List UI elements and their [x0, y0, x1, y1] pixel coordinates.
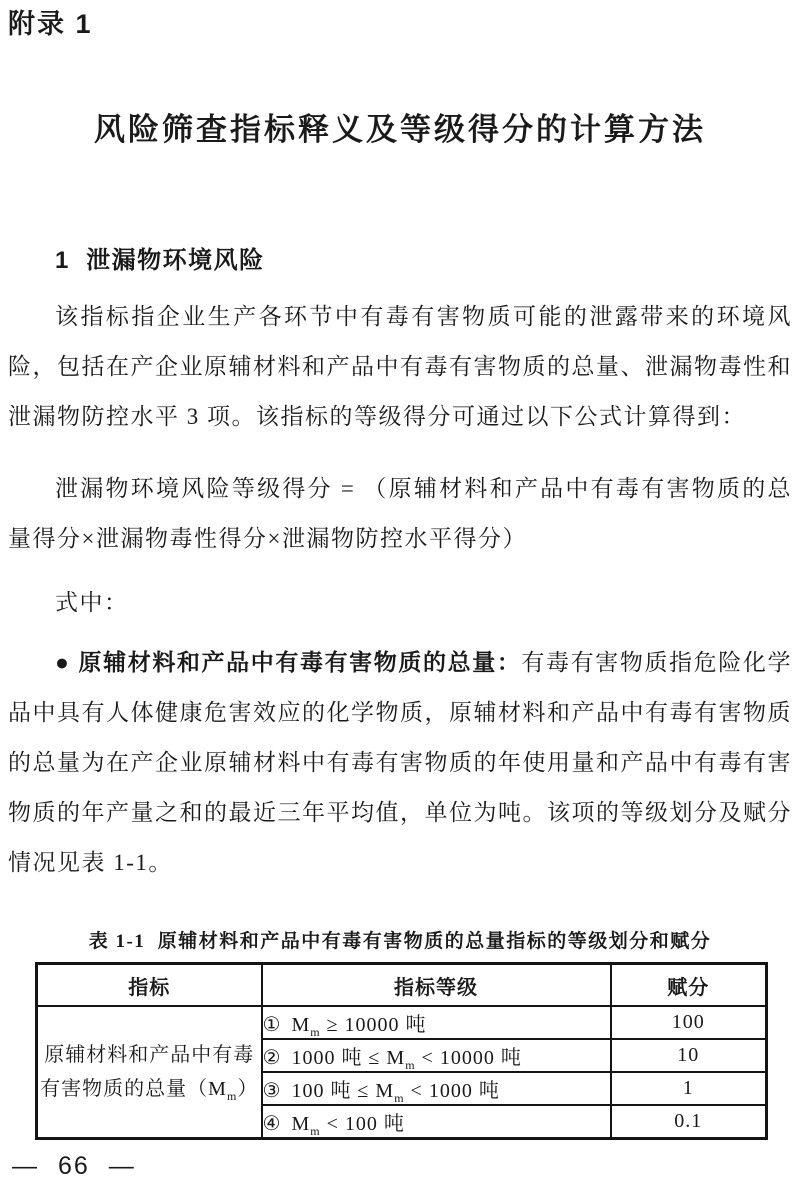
grade-text: 100 吨 ≤ M: [291, 1080, 395, 1102]
grade-subscript: m: [394, 1091, 405, 1105]
indicator-text-end: ）: [237, 1078, 259, 1100]
bullet-body: 有毒有害物质指危险化学品中具有人体健康危害效应的化学物质，原辅材料和产品中有毒有害物质的总量为在产企业原辅材料中有毒有害物质的年使用量和产品中有毒有害物质的年产量之和的最近三年平均值，单位为吨。该项的等级划分及赋分情况见表 1-1。: [8, 650, 792, 875]
indicator-subscript: m: [226, 1089, 238, 1103]
paragraph-bullet: [8, 638, 792, 888]
grade-text-end: ≥ 10000 吨: [320, 1014, 427, 1036]
paragraph-formula: 泄漏物环境风险等级得分 = （原辅材料和产品中有毒有害物质的总量得分×泄漏物毒性得分×泄漏物防控水平得分）: [8, 476, 792, 551]
column-header-indicator: 指标: [37, 964, 262, 1007]
circled-number-icon: ①: [262, 1014, 282, 1036]
table-row: [37, 1006, 767, 1039]
score-cell: 1: [611, 1072, 767, 1105]
grade-cell: [262, 1039, 611, 1072]
page-number: — 66 —: [12, 1152, 136, 1180]
table-caption: 表 1-1 原辅材料和产品中有毒有害物质的总量指标的等级划分和赋分: [88, 931, 712, 952]
grade-subscript: m: [310, 1124, 321, 1138]
grade-text: M: [291, 1113, 311, 1135]
score-cell: 100: [611, 1006, 767, 1039]
bullet-term: 原辅材料和产品中有毒有害物质的总量：: [78, 650, 522, 675]
page-title: 风险筛查指标释义及等级得分的计算方法: [94, 112, 706, 147]
grade-text-end: < 10000 吨: [415, 1047, 522, 1069]
grade-subscript: m: [310, 1025, 321, 1039]
grading-table: [35, 962, 768, 1140]
bullet-icon: ●: [55, 650, 71, 675]
column-header-score: 赋分: [611, 964, 767, 1007]
grade-text-end: < 1000 吨: [404, 1080, 500, 1102]
score-cell: 0.1: [611, 1105, 767, 1139]
appendix-label: 附录 1: [8, 9, 93, 39]
indicator-text: 原辅材料和产品中有毒有害物质的总量（M: [40, 1044, 255, 1100]
circled-number-icon: ④: [262, 1113, 282, 1135]
section-heading: 1 泄漏物环境风险: [55, 247, 265, 274]
grade-cell: [262, 1105, 611, 1139]
grade-cell: [262, 1006, 611, 1039]
score-cell: 10: [611, 1039, 767, 1072]
grade-cell: [262, 1072, 611, 1105]
circled-number-icon: ②: [262, 1047, 282, 1069]
grade-text-end: < 100 吨: [320, 1113, 405, 1135]
indicator-cell: [37, 1006, 262, 1139]
circled-number-icon: ③: [262, 1080, 282, 1102]
body-text: [8, 292, 792, 888]
paragraph-intro: 该指标指企业生产各环节中有毒有害物质可能的泄露带来的环境风险，包括在产企业原辅材料和产品中有毒有害物质的总量、泄漏物毒性和泄漏物防控水平 3 项。该指标的等级得分可通过以下公式计算得到：: [8, 304, 792, 429]
paragraph-formula-intro: 式中：: [55, 590, 129, 615]
grade-subscript: m: [405, 1058, 416, 1072]
column-header-grade: 指标等级: [262, 964, 611, 1007]
table-header-row: [37, 964, 767, 1007]
grade-text: M: [291, 1014, 311, 1036]
grade-text: 1000 吨 ≤ M: [291, 1047, 406, 1069]
